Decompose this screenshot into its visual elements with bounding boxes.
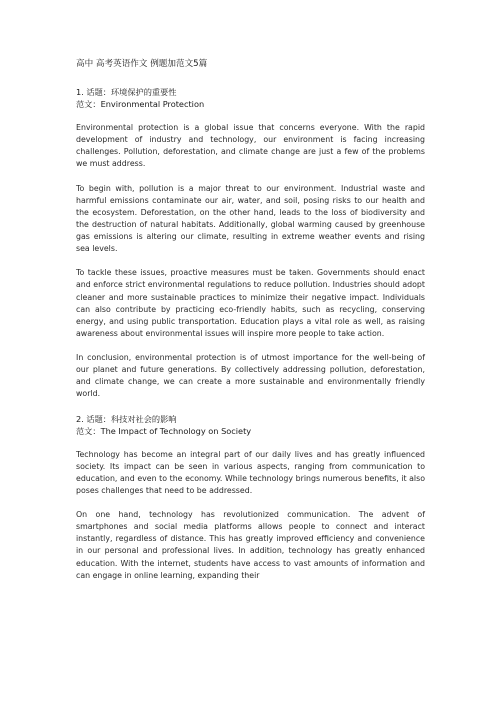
paragraph: Technology has become an integral part of our daily lives and has greatly influenced society. Its impact can be seen in various aspects, ranging from communication to education, and even to the economy. While technology brings numerous benefits, it also poses challenges that need to be addressed. bbox=[76, 449, 425, 495]
paragraph: On one hand, technology has revolutionized communication. The advent of smartphones and social media platforms allows people to connect and interact instantly, regardless of distance. This has greatly improved efficiency and convenience in our personal and professional lives. In addition, technology has greatly enhanced education. With the internet, students have access to vast amounts of information and can engage in online learning, expanding their bbox=[76, 510, 425, 580]
document-title: 高中 高考英语作文 例题加范文5篇 bbox=[76, 59, 208, 69]
essay-section-2 bbox=[76, 413, 425, 582]
essay-title-2: 范文：The Impact of Technology on Society bbox=[76, 425, 252, 436]
topic-heading-2: 2. 话题：科技对社会的影响 bbox=[76, 413, 177, 424]
topic-heading-1: 1. 话题：环境保护的重要性 bbox=[76, 87, 177, 97]
paragraph: To tackle these issues, proactive measures must be taken. Governments should enact and enforce strict environmental regulations to reduce pollution. Industries should adopt cleaner and more sustainable practices to minimize their negative impact. Individuals can also contribute by practicing eco-friendly habits, such as recycling, conserving energy, and using public transportation. Education plays a vital role as well, as raising awareness about environmental issues will inspire more people to take action. bbox=[76, 268, 425, 338]
paragraph: In conclusion, environmental protection is of utmost importance for the well-being of our planet and future generations. By collectively addressing pollution, deforestation, and climate change, we can create a more sustainable and environmentally friendly world. bbox=[76, 353, 425, 399]
paragraph: To begin with, pollution is a major threat to our environment. Industrial waste and harmful emissions contaminate our air, water, and soil, posing risks to our health and the ecosystem. Deforestation, on the other hand, leads to the loss of biodiversity and the destruction of natural habitats. Additionally, global warming caused by greenhouse gas emissions is altering our climate, resulting in extreme weather events and rising sea levels. bbox=[76, 183, 425, 254]
essay-section-1 bbox=[76, 86, 425, 400]
document-page bbox=[76, 58, 425, 594]
paragraph: Environmental protection is a global issue that concerns everyone. With the rapid development of industry and technology, our environment is facing increasing challenges. Pollution, deforestation, and climate change are just a few of the problems we must address. bbox=[76, 123, 425, 169]
essay-title-1: 范文：Environmental Protection bbox=[76, 99, 205, 109]
